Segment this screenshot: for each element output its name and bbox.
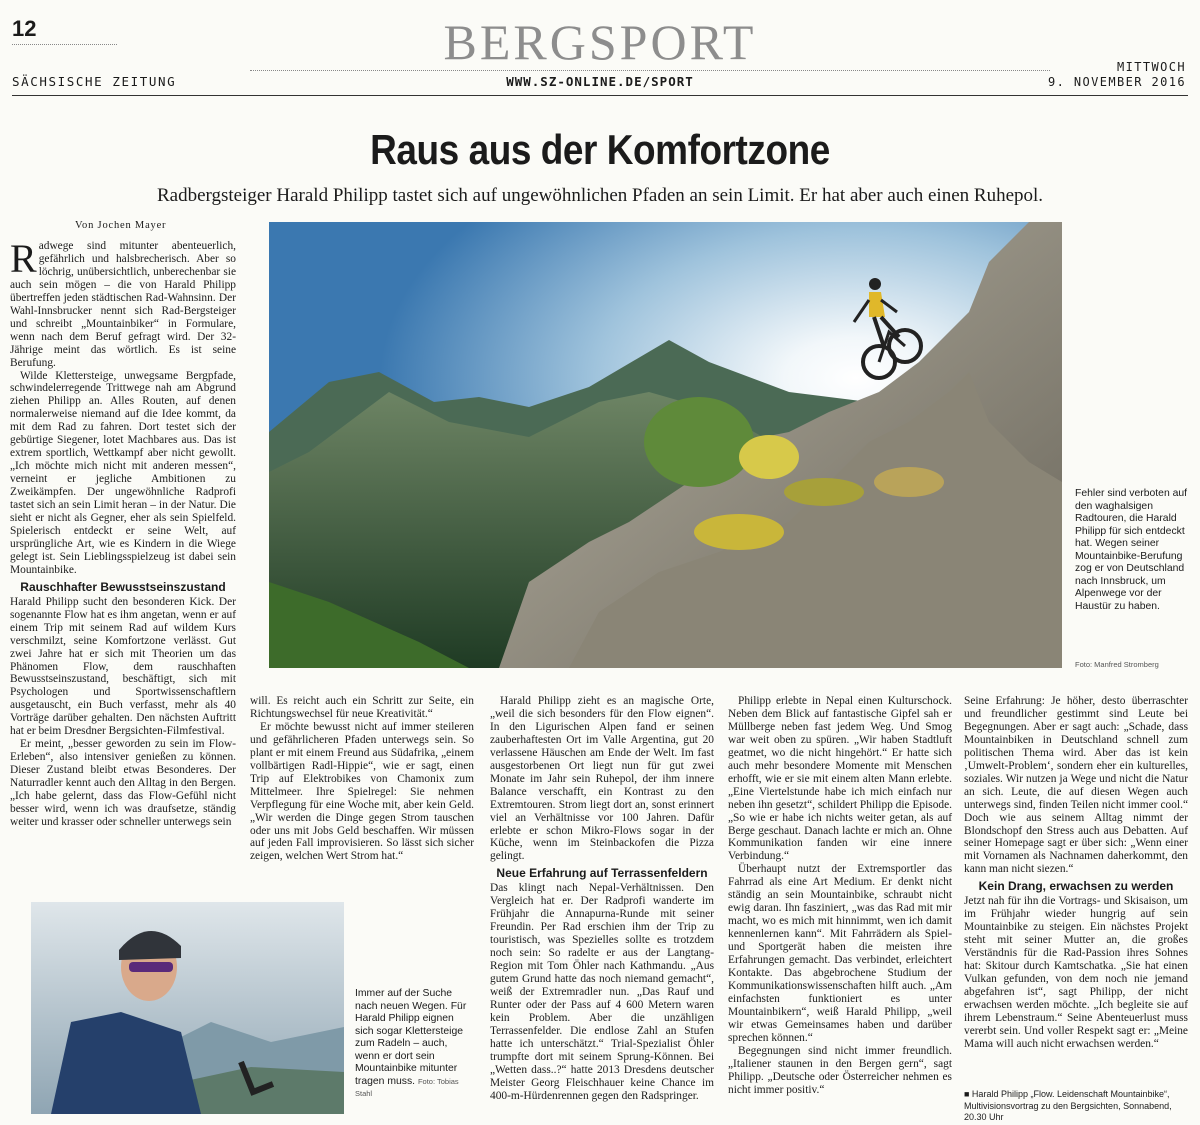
portrait-caption <box>355 988 467 1101</box>
paragraph: Wilde Klettersteige, unwegsame Bergpfade, schwindelerregende Trittwege nah am Abgrund ziehen Philipp an. Alles Routen, auf denen normalerweise niemand auf die Idee kommt, da mit dem Rad zu fahren. Dort testet sich der gebürtige Siegener, lotet Machbares aus. Das ist extrem sportlich, Wettkampf aber nicht gewollt. „Ich möchte mich nicht mit anderen messen“, verneint er jegliche Ambitionen zu Zweikämpfen. Der ungewöhnliche Radprofi tastet sich an sein Limit heran – in der Natur. Die sieht er nicht als Gegner, eher als sein Spielfeld. Spielerisch entdeckt er seine Welt, auf ursprüngliche Art, wie es Kindern in die Wiege gelegt ist. Sein Lieblingsspielzeug ist dabei sein Mountainbike. <box>10 369 236 576</box>
subheading: Neue Erfahrung auf Terrassenfeldern <box>496 866 708 881</box>
newspaper-name: SÄCHSISCHE ZEITUNG <box>12 74 177 89</box>
article-column-2 <box>250 695 474 863</box>
divider <box>12 44 117 45</box>
portrait-caption-text: Immer auf der Suche nach neuen Wegen. Für Harald Philipp eignen sich sogar Klettersteige zum Radeln – auch, wenn er dort sein Mountainbike mitunter tragen muss. <box>355 988 467 1087</box>
paragraph: Begegnungen sind nicht immer freundlich. „Italiener staunen in den Bergen gern“, sagt Philipp. „Deutsche oder Österreicher nehmen es nicht immer positiv.“ <box>728 1044 952 1096</box>
subheadline: Radbergsteiger Harald Philipp tastet sich auf ungewöhnlichen Pfaden an sein Limit. Er hat aber auch einen Ruhepol. <box>156 185 1044 206</box>
paragraph: Überhaupt nutzt der Extremsportler das Fahrrad als eine Art Medium. Er denkt nicht ständig an sein Mountainbike, schraubt nicht ewig daran. Ihn fasziniert, „was das Rad mit mir macht, wo es mich mit hinnimmt, wen ich damit kennenlernen kann“. Mit Fahrrädern als Spiel- und Sportgerät haben die meisten ihre Erfahrungen gemacht. Das verbindet, erleichtert Kontakte. Das abgebrochene Studium der Kommunikationswissenschaften hilft auch. „Am einfachsten funktioniert es unter Mountainbikern“, weiß Harald Philipp, „weil wir etwas Gemeinsames haben und darüber sprechen können.“ <box>728 863 952 1044</box>
issue-date <box>1048 60 1186 90</box>
main-photo-credit: Foto: Manfred Stromberg <box>1075 660 1159 669</box>
portrait-image <box>31 902 344 1114</box>
date: 9. NOVEMBER 2016 <box>1048 75 1186 89</box>
weekday: MITTWOCH <box>1117 60 1186 74</box>
paragraph: Seine Erfahrung: Je höher, desto überraschter und freundlicher gestimmt sind Leute bei Begegnungen. Aber er sagt auch: „Schade, dass Mountainbiken in Deutschland schnell zum politischen Thema wird. Aber das ist kein ‚Umwelt-Problem‘, sondern eher ein kulturelles, soziales. Wir nutzen ja Wege und nicht die Natur an sich. Leute, die auf diesen Wegen auch unterwegs sind, finden Teilen nicht immer cool.“ Doch wie aus seinem Alltag nimmt der Blondschopf den Stress auch aus Debatten. Auf seiner Homepage sagt er über sich: „Wenn einer mit Vornamen als Nachnamen daherkommt, den kann man nicht siezen.“ <box>964 695 1188 876</box>
paragraph: Er meint, „besser geworden zu sein im Flow-Erleben“, also intensiver genießen zu können. Dieser Zustand bleibt etwas Besonderes. Der Naturradler kennt auch den Alltag in den Bergen. „Ich habe gelernt, dass das Flow-Gefühl nicht besser wird, wenn ich was draufsetze, ständig weiter und krasser oder schneller unterwegs sein <box>10 738 236 828</box>
mountain-biker-image <box>269 222 1062 668</box>
portrait-photo <box>31 902 344 1114</box>
section-url[interactable]: WWW.SZ-ONLINE.DE/SPORT <box>506 74 694 89</box>
headline: Raus aus der Komfortzone <box>370 126 830 173</box>
article-column-3 <box>490 695 714 1103</box>
paragraph: Harald Philipp sucht den besonderen Kick. Der sogenannte Flow hat es ihm angetan, wenn er auf einem Trip mit seinem Rad auf wildem Kurs verschmilzt, seine Komfortzone verlässt. Gut zwei Jahre hat er sich mit Theorien um das Phänomen Flow, dem rauschhaften Bewusstseinszustand, beschäftigt, sich mit Psychologen und Sportwissenschaftlern ausgetauscht, ein Buch verfasst, mehr als 40 Vorträge darüber gehalten. Den nächsten Auftritt hat er beim Dresdner Bergsichten-Filmfestival. <box>10 595 236 738</box>
drop-cap: R <box>10 236 37 281</box>
article-column-1 <box>10 236 236 829</box>
header-rule <box>12 95 1188 96</box>
main-photo-mountain-biker <box>269 222 1062 668</box>
article-column-4 <box>728 695 952 1097</box>
paragraph: Philipp erlebte in Nepal einen Kulturschock. Neben dem Blick auf fantastische Gipfel sah er Müllberge neben fast jedem Weg. Und Smog war weit oben zu spüren. „Wir haben Stadtluft geatmet, wo die nicht hingehört.“ Er hatte sich auch mehr besondere Momente mit Menschen erhofft, wie er sie mit einem alten Mann erlebte. „Eine Viertelstunde habe ich mich einfach nur neben ihn gesetzt“, schildert Philipp die Episode. „So wie er habe ich nichts weiter getan, als auf Berge geschaut. Danach lachte er mich an. Ohne Kommunikation fanden wir eine innere Verbindung.“ <box>728 695 952 863</box>
divider <box>250 70 1050 71</box>
paragraph: Jetzt nah für ihn die Vortrags- und Skisaison, um im Frühjahr wieder hungrig auf sein Mountainbike zu steigen. Ein nächstes Projekt steht mit seiner Mutter an, die großes Verständnis für die Rad-Passion ihres Sohnes hat: Skitour durch Kamtschatka. „Sie hat einen Vulkan gefunden, von dem noch nie jemand abgefahren ist“, sagt Philipp, der nicht erwachsen werden möchte. „Ich begleite sie auf ihrem Lebenstraum.“ Seine Abenteuerlust muss vererbt sein. Und voller Respekt sagt er: „Meine Mama will auch nicht erwachsen werden.“ <box>964 895 1188 1050</box>
portrait-credit: Foto: Tobias Stahl <box>355 1076 459 1098</box>
paragraph: Harald Philipp zieht es an magische Orte, „weil die sich besonders für den Flow eignen“. In den Ligurischen Alpen fand er seinen zauberhaftesten Ort im Valle Argentina, gut 20 verlassene Häuschen am Ende der Welt. Im fast ausgestorbenen Ort liegt nun für gut zwei Monate im Jahr sein Ruhepol, der ihm innere Balance verschafft, ein Kontrast zu den Extremtouren. Strom liegt dort an, sonst erinnert viel an Verhältnisse vor 100 Jahren. Dafür erlebte er schon Mikro-Flows sogar in der Küche, wenn im Steinbackofen die Pizza gelingt. <box>490 695 714 863</box>
paragraph: Er möchte bewusst nicht auf immer steileren und gefährlicheren Pfaden unterwegs sein. So plant er mit einem Freund aus Südafrika, „einem vollbärtigen Radl-Hippie“, wie er sagt, einen Trip auf Elektrobikes von Chamonix zum Mittelmeer. Ihre Spielregel: Sie nehmen Verpflegung für eine Woche mit, aber kein Geld. „Wir werden die Dinge gegen Strom tauschen oder uns mit Jobs Geld beschaffen. Wir müssen auf jeden Fall improvisieren. So lässt sich sicher zeigen, welchen Wert Strom hat.“ <box>250 720 474 863</box>
main-photo-caption: Fehler sind verboten auf den waghalsigen Radtouren, die Harald Philipp für sich entdeckt hat. Wegen seiner Mountainbike-Berufung zog er von Deutschland nach Innsbruck, um Alpenwege vor der Haustür zu haben. <box>1075 488 1188 612</box>
subheading: Rauschhafter Bewusstseinszustand <box>20 579 226 594</box>
paragraph: Das klingt nach Nepal-Verhältnissen. Den Vergleich hat er. Der Radprofi wanderte im Frühjahr die Annapurna-Runde mit seiner Freundin. Per Rad erschien ihm der Trip zu touristisch, was Spezielles sollte es trotzdem noch sein: So radelte er aus der Langtang-Region mit Tom Öhler nach Kathmandu. „Aus gutem Grund hatte das noch niemand gemacht“, weiß der Extremradler nun. „Das Rauf und Runter oder der Pass auf 4 600 Metern waren kein Problem. Aber die unzähligen Terrassenfelder. Die endlose Zahl an Stufen hatte ich unterschätzt.“ Trial-Spezialist Öhler trumpfte dort mit seinem Sprung-Können. Bei „Wetten dass..?“ hatte 2013 Dresdens deutscher Meister Georg Fleischhauer keine Chance im 400-m-Hürdenrennen gegen den Radspringer. <box>490 882 714 1102</box>
section-title: BERGSPORT <box>443 14 757 70</box>
paragraph: will. Es reicht auch ein Schritt zur Seite, ein Richtungswechsel für neue Kreativität.“ <box>250 695 474 720</box>
subheading: Kein Drang, erwachsen zu werden <box>978 879 1174 894</box>
paragraph: adwege sind mitunter abenteuerlich, gefährlich und halsbrecherisch. Aber so löchrig, unübersichtlich, unberechenbar sie auch sein mögen – die von Harald Philipp übertreffen jeden städtischen Rad-Wahnsinn. Der Wahl-Innsbrucker nennt sich Rad-Bergsteiger und schreibt „Mountainbiker“ in Formulare, wenn nach dem Beruf gefragt wird. Der 32-Jährige meint das wörtlich. Es ist seine Berufung. <box>10 240 236 369</box>
page-number: 12 <box>12 16 37 41</box>
event-footnote: ■ Harald Philipp „Flow. Leidenschaft Mountainbike“, Multivisionsvortrag zu den Bergsichten, Sonnabend, 20.30 Uhr <box>964 1089 1172 1122</box>
article-column-5 <box>964 695 1188 1051</box>
byline: Von Jochen Mayer <box>75 220 167 231</box>
